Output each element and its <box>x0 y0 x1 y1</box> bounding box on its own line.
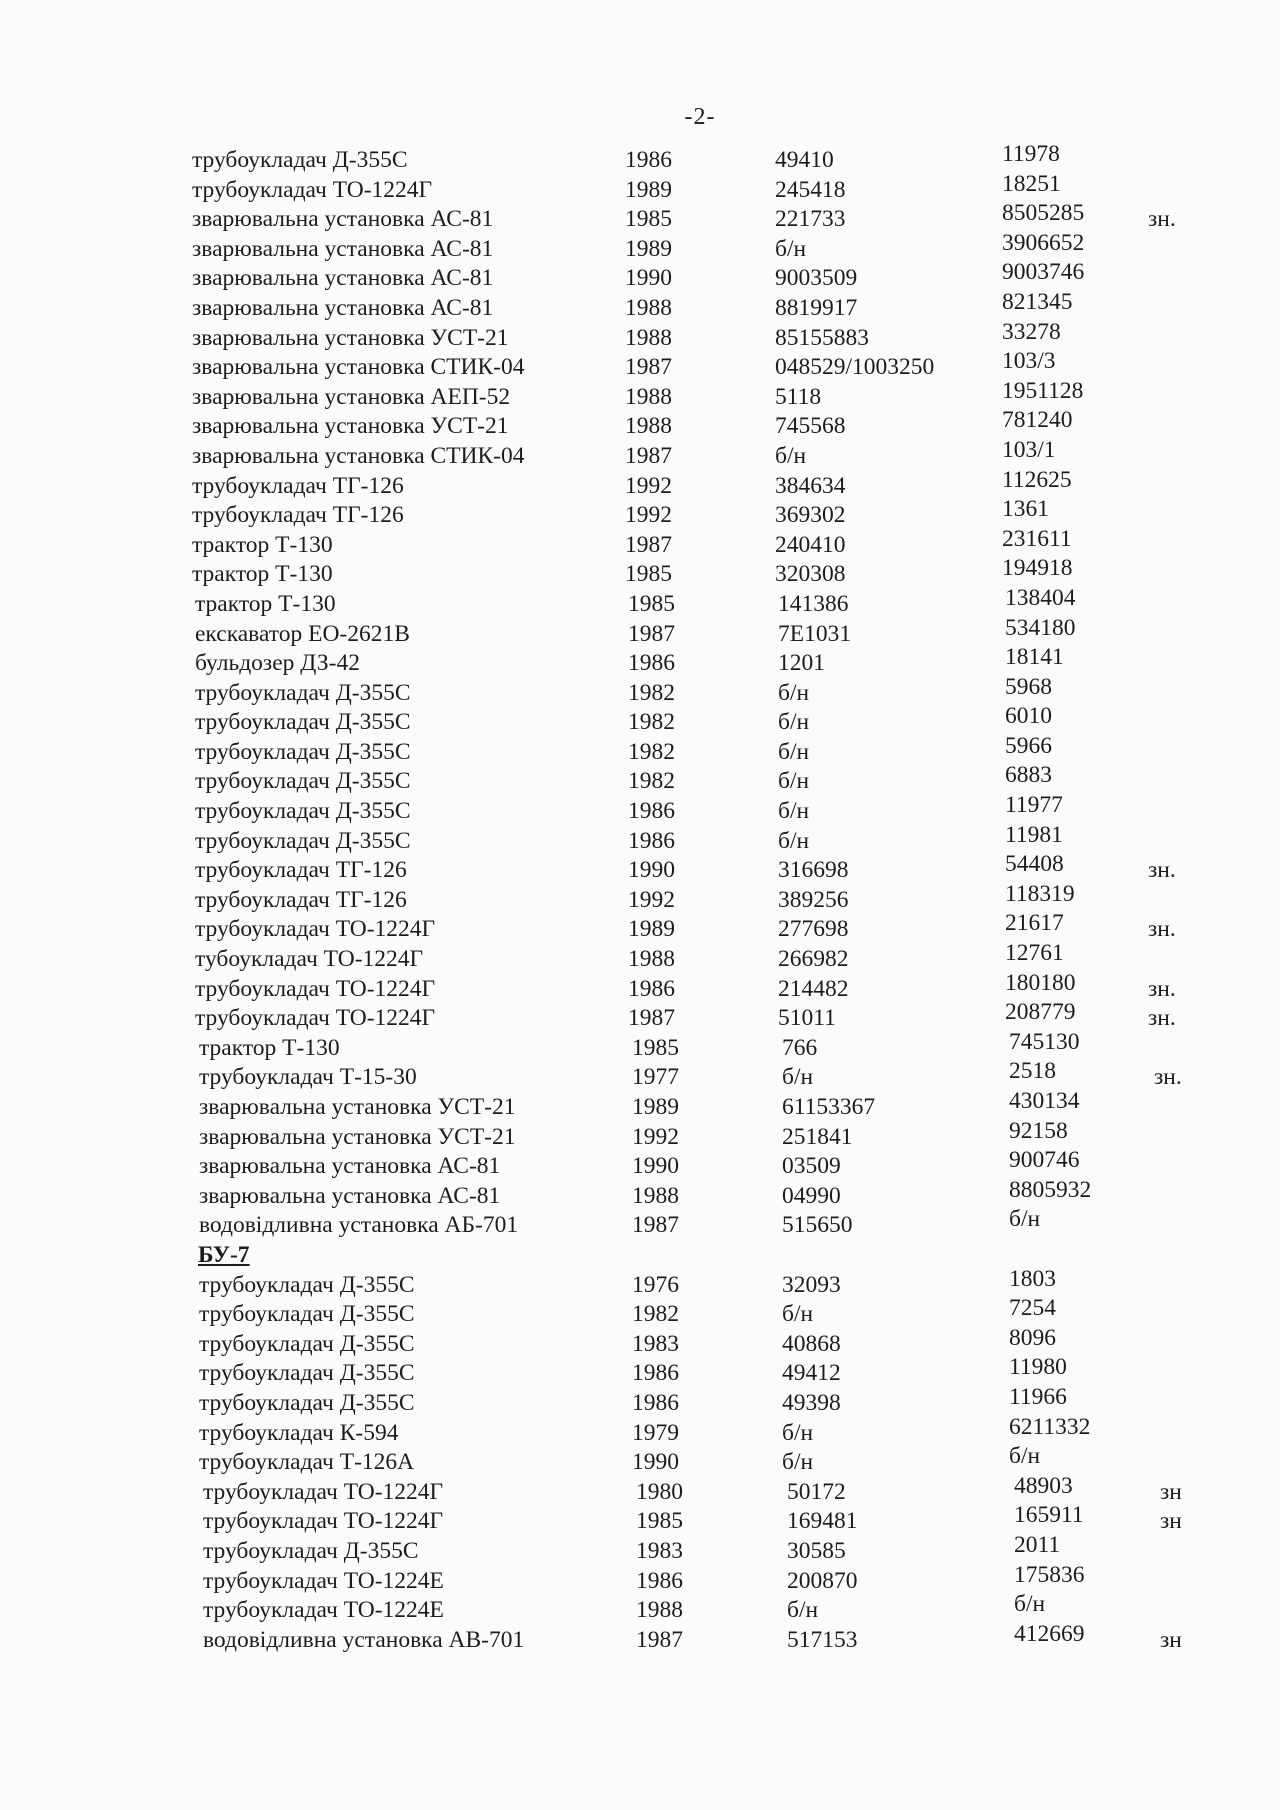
serial-number: б/н <box>778 738 810 765</box>
serial-number: 320308 <box>775 561 846 588</box>
manufacture-year: 1986 <box>628 650 675 677</box>
equipment-row <box>0 170 1280 206</box>
equipment-name: трубоукладач ТГ-126 <box>192 502 404 529</box>
equipment-row <box>0 377 1280 413</box>
inventory-number: 6010 <box>1005 703 1052 730</box>
serial-number: 9003509 <box>775 265 858 292</box>
serial-number: б/н <box>775 442 807 469</box>
manufacture-year: 1990 <box>625 265 672 292</box>
serial-number: 40868 <box>782 1330 841 1357</box>
equipment-name: трубоукладач Д-355С <box>195 768 411 795</box>
manufacture-year: 1982 <box>628 768 675 795</box>
equipment-name: зварювальна установка УСТ-21 <box>192 324 509 351</box>
serial-number: 85155883 <box>775 324 869 351</box>
equipment-row <box>0 1324 1280 1360</box>
manufacture-year: 1986 <box>636 1567 683 1594</box>
serial-number: 1201 <box>778 650 825 677</box>
inventory-number: 5966 <box>1005 732 1052 759</box>
serial-number: б/н <box>782 1449 814 1476</box>
equipment-row <box>0 1265 1280 1301</box>
serial-number: 048529/1003250 <box>775 354 935 381</box>
serial-number: 384634 <box>775 472 846 499</box>
inventory-number: б/н <box>1009 1206 1041 1233</box>
serial-number: 245418 <box>775 176 846 203</box>
inventory-number: 112625 <box>1002 466 1072 493</box>
equipment-name: трактор Т-130 <box>192 561 333 588</box>
equipment-name: трубоукладач ТО-1224Е <box>203 1597 444 1624</box>
manufacture-year: 1987 <box>625 442 672 469</box>
inventory-number: 165911 <box>1014 1502 1084 1529</box>
manufacture-year: 1987 <box>628 620 675 647</box>
inventory-number: 54408 <box>1005 851 1064 878</box>
equipment-row <box>0 1117 1280 1153</box>
serial-number: 49412 <box>782 1360 841 1387</box>
manufacture-year: 1986 <box>632 1360 679 1387</box>
serial-number: 766 <box>782 1034 818 1061</box>
inventory-number: 6211332 <box>1009 1413 1091 1440</box>
equipment-row <box>0 1531 1280 1567</box>
equipment-row <box>0 1354 1280 1389</box>
serial-number: 141386 <box>778 590 849 617</box>
equipment-name: трубоукладач ТО-1224Г <box>195 975 436 1002</box>
inventory-number: 1803 <box>1009 1265 1056 1292</box>
manufacture-year: 1988 <box>625 324 672 351</box>
equipment-name: зварювальна установка АС-81 <box>199 1182 501 1209</box>
inventory-number: 11977 <box>1005 792 1063 819</box>
inventory-number: 6883 <box>1005 762 1052 789</box>
inventory-number: 3906652 <box>1002 229 1085 256</box>
inventory-number: 118319 <box>1005 880 1075 907</box>
inventory-number: 103/3 <box>1002 348 1056 375</box>
serial-number: б/н <box>778 768 810 795</box>
equipment-name: трубоукладач Д-355С <box>199 1389 415 1416</box>
serial-number: 49398 <box>782 1389 841 1416</box>
row-note: зн. <box>1148 857 1176 884</box>
inventory-number: 138404 <box>1005 584 1076 611</box>
inventory-number: 5968 <box>1005 673 1052 700</box>
serial-number: 50172 <box>787 1478 846 1505</box>
manufacture-year: 1979 <box>632 1419 679 1446</box>
row-note: зн <box>1160 1626 1182 1653</box>
equipment-name: зварювальна установка АС-81 <box>192 206 494 233</box>
inventory-number: 8505285 <box>1002 200 1085 227</box>
row-note: зн <box>1160 1508 1182 1535</box>
equipment-row <box>0 940 1280 975</box>
equipment-row <box>0 584 1280 620</box>
serial-number: 316698 <box>778 857 849 884</box>
equipment-row <box>0 703 1280 738</box>
equipment-row <box>0 1176 1280 1212</box>
equipment-name: трубоукладач ТО-1224Г <box>195 916 436 943</box>
serial-number: 51011 <box>778 1005 836 1032</box>
inventory-number: 92158 <box>1009 1117 1068 1144</box>
equipment-name: трубоукладач ТГ-126 <box>195 857 407 884</box>
manufacture-year: 1992 <box>625 502 672 529</box>
inventory-number: б/н <box>1009 1443 1041 1470</box>
equipment-name: водовідливна установка АБ-701 <box>199 1212 519 1239</box>
inventory-number: 412669 <box>1014 1620 1085 1647</box>
inventory-number: 900746 <box>1009 1147 1080 1174</box>
manufacture-year: 1988 <box>625 383 672 410</box>
equipment-row <box>0 1028 1280 1064</box>
equipment-name: трубоукладач Д-355С <box>199 1271 415 1298</box>
equipment-name: трактор Т-130 <box>192 531 333 558</box>
manufacture-year: 1992 <box>632 1123 679 1150</box>
equipment-name: зварювальна установка АС-81 <box>192 294 494 321</box>
inventory-number: 208779 <box>1005 999 1076 1026</box>
inventory-number: 48903 <box>1014 1472 1073 1499</box>
inventory-number: 175836 <box>1014 1561 1085 1588</box>
inventory-number: 12761 <box>1005 940 1064 967</box>
equipment-row <box>0 821 1280 857</box>
equipment-name: бульдозер ДЗ-42 <box>195 650 360 677</box>
equipment-row <box>0 229 1280 265</box>
serial-number: 04990 <box>782 1182 841 1209</box>
equipment-name: трубоукладач ТГ-126 <box>195 886 407 913</box>
manufacture-year: 1977 <box>632 1064 679 1091</box>
equipment-name: трактор Т-130 <box>199 1034 340 1061</box>
manufacture-year: 1992 <box>628 886 675 913</box>
inventory-number: 9003746 <box>1002 259 1085 286</box>
row-note: зн. <box>1148 206 1176 233</box>
inventory-number: 231611 <box>1002 525 1072 552</box>
serial-number: б/н <box>782 1301 814 1328</box>
serial-number: 03509 <box>782 1153 841 1180</box>
serial-number: б/н <box>778 827 810 854</box>
equipment-name: трубоукладач Д-355С <box>195 798 411 825</box>
manufacture-year: 1976 <box>632 1271 679 1298</box>
equipment-row <box>0 141 1280 176</box>
manufacture-year: 1987 <box>632 1212 679 1239</box>
equipment-name: зварювальна установка АС-81 <box>192 235 494 262</box>
equipment-row <box>0 732 1280 768</box>
serial-number: 389256 <box>778 886 849 913</box>
inventory-number: 18141 <box>1005 644 1064 671</box>
serial-number: б/н <box>782 1419 814 1446</box>
equipment-name: трубоукладач Д-355С <box>195 709 411 736</box>
manufacture-year: 1986 <box>628 798 675 825</box>
manufacture-year: 1988 <box>628 946 675 973</box>
manufacture-year: 1986 <box>632 1389 679 1416</box>
manufacture-year: 1987 <box>628 1005 675 1032</box>
equipment-name: трубоукладач Д-355С <box>195 679 411 706</box>
equipment-list <box>0 141 1280 1655</box>
equipment-row <box>0 259 1280 294</box>
serial-number: б/н <box>778 679 810 706</box>
row-note: зн. <box>1148 1005 1176 1032</box>
row-note: зн. <box>1148 975 1176 1002</box>
equipment-row <box>0 762 1280 797</box>
equipment-row <box>0 999 1280 1034</box>
manufacture-year: 1988 <box>632 1182 679 1209</box>
serial-number: б/н <box>778 709 810 736</box>
manufacture-year: 1987 <box>636 1626 683 1653</box>
equipment-name: трубоукладач Т-126А <box>199 1449 415 1476</box>
inventory-number: 180180 <box>1005 969 1076 996</box>
inventory-number: 781240 <box>1002 407 1073 434</box>
equipment-name: трубоукладач Д-355С <box>199 1301 415 1328</box>
equipment-name: зварювальна установка СТИК-04 <box>192 442 525 469</box>
inventory-number: 2011 <box>1014 1531 1061 1558</box>
equipment-name: трубоукладач Д-355С <box>195 738 411 765</box>
section-heading-row <box>0 1241 1280 1271</box>
inventory-number: 8096 <box>1009 1324 1056 1351</box>
serial-number: 745568 <box>775 413 846 440</box>
page-number: -2- <box>684 104 716 130</box>
equipment-row <box>0 644 1280 679</box>
serial-number: 7Е1031 <box>778 620 852 647</box>
equipment-row <box>0 1413 1280 1449</box>
inventory-number: 745130 <box>1009 1028 1080 1055</box>
serial-number: б/н <box>778 798 810 825</box>
equipment-row <box>0 673 1280 709</box>
serial-number: 61153367 <box>782 1094 876 1120</box>
manufacture-year: 1992 <box>625 472 672 499</box>
serial-number: 221733 <box>775 206 846 233</box>
row-note: зн. <box>1148 916 1176 943</box>
equipment-name: зварювальна установка УСТ-21 <box>192 413 509 440</box>
equipment-row <box>0 614 1280 650</box>
serial-number: 200870 <box>787 1567 858 1594</box>
serial-number: б/н <box>787 1597 819 1624</box>
inventory-number: 2518 <box>1009 1058 1056 1085</box>
equipment-name: трубоукладач Д-355С <box>203 1537 419 1564</box>
serial-number: 32093 <box>782 1271 841 1298</box>
inventory-number: 194918 <box>1002 555 1073 582</box>
equipment-name: трубоукладач ТО-1224Г <box>203 1508 444 1535</box>
inventory-number: б/н <box>1014 1591 1046 1618</box>
inventory-number: 103/1 <box>1002 436 1056 463</box>
inventory-number: 821345 <box>1002 288 1073 315</box>
equipment-name: трубоукладач Д-355С <box>199 1360 415 1387</box>
equipment-row <box>0 880 1280 916</box>
equipment-name: зварювальна установка УСТ-21 <box>199 1123 516 1150</box>
manufacture-year: 1988 <box>625 294 672 321</box>
manufacture-year: 1987 <box>625 531 672 558</box>
manufacture-year: 1982 <box>628 679 675 706</box>
equipment-row <box>0 792 1280 827</box>
equipment-row <box>0 436 1280 472</box>
manufacture-year: 1988 <box>636 1597 683 1624</box>
manufacture-year: 1985 <box>628 590 675 617</box>
equipment-row <box>0 1206 1280 1241</box>
equipment-name: трактор Т-130 <box>195 590 336 617</box>
equipment-name: зварювальна установка АЕП-52 <box>192 383 511 410</box>
serial-number: 30585 <box>787 1537 846 1564</box>
manufacture-year: 1985 <box>636 1508 683 1535</box>
equipment-name: екскаватор ЕО-2621В <box>195 620 410 647</box>
equipment-row <box>0 1443 1280 1478</box>
equipment-name: трубоукладач ТО-1224Г <box>192 176 433 203</box>
equipment-row <box>0 1591 1280 1626</box>
equipment-row <box>0 348 1280 383</box>
manufacture-year: 1989 <box>632 1094 679 1120</box>
equipment-row <box>0 525 1280 561</box>
equipment-row <box>0 407 1280 442</box>
equipment-name: трубоукладач К-594 <box>199 1419 399 1446</box>
row-note: зн <box>1160 1478 1182 1505</box>
equipment-row <box>0 1088 1280 1123</box>
inventory-number: 11978 <box>1002 141 1060 167</box>
manufacture-year: 1989 <box>625 235 672 262</box>
manufacture-year: 1990 <box>628 857 675 884</box>
serial-number: 517153 <box>787 1626 858 1653</box>
equipment-row <box>0 555 1280 590</box>
equipment-name: зварювальна установка СТИК-04 <box>192 354 525 381</box>
serial-number: 5118 <box>775 383 822 410</box>
inventory-number: 33278 <box>1002 318 1061 345</box>
equipment-name: трубоукладач Д-355С <box>199 1330 415 1357</box>
equipment-row <box>0 969 1280 1005</box>
equipment-row <box>0 910 1280 945</box>
equipment-name: трубоукладач Д-355С <box>192 147 408 173</box>
equipment-name: зварювальна установка УСТ-21 <box>199 1094 516 1120</box>
manufacture-year: 1989 <box>625 176 672 203</box>
row-note: зн. <box>1154 1064 1182 1091</box>
manufacture-year: 1982 <box>632 1301 679 1328</box>
manufacture-year: 1983 <box>636 1537 683 1564</box>
manufacture-year: 1986 <box>628 827 675 854</box>
serial-number: 251841 <box>782 1123 853 1150</box>
inventory-number: 7254 <box>1009 1295 1056 1322</box>
equipment-row <box>0 1502 1280 1537</box>
manufacture-year: 1987 <box>625 354 672 381</box>
manufacture-year: 1980 <box>636 1478 683 1505</box>
manufacture-year: 1985 <box>625 206 672 233</box>
serial-number: 214482 <box>778 975 849 1002</box>
manufacture-year: 1983 <box>632 1330 679 1357</box>
manufacture-year: 1988 <box>625 413 672 440</box>
manufacture-year: 1982 <box>628 738 675 765</box>
inventory-number: 1951128 <box>1002 377 1084 404</box>
inventory-number: 1361 <box>1002 496 1049 523</box>
inventory-number: 430134 <box>1009 1088 1080 1114</box>
serial-number: 240410 <box>775 531 846 558</box>
equipment-name: водовідливна установка АВ-701 <box>203 1626 525 1653</box>
serial-number: 266982 <box>778 946 849 973</box>
inventory-number: 8805932 <box>1009 1176 1092 1203</box>
equipment-name: зварювальна установка АС-81 <box>192 265 494 292</box>
manufacture-year: 1986 <box>628 975 675 1002</box>
serial-number: 8819917 <box>775 294 858 321</box>
inventory-number: 11980 <box>1009 1354 1067 1381</box>
manufacture-year: 1989 <box>628 916 675 943</box>
equipment-row <box>0 496 1280 531</box>
serial-number: 169481 <box>787 1508 858 1535</box>
manufacture-year: 1986 <box>625 147 672 173</box>
equipment-row <box>0 1472 1280 1508</box>
equipment-row <box>0 288 1280 324</box>
equipment-name: трубоукладач Д-355С <box>195 827 411 854</box>
equipment-name: тубоукладач ТО-1224Г <box>195 946 424 973</box>
inventory-number: 11966 <box>1009 1383 1067 1410</box>
equipment-name: трубоукладач ТО-1224Е <box>203 1567 444 1594</box>
inventory-number: 534180 <box>1005 614 1076 641</box>
serial-number: б/н <box>782 1064 814 1091</box>
equipment-name: трубоукладач Т-15-30 <box>199 1064 417 1091</box>
equipment-row <box>0 1561 1280 1597</box>
equipment-name: трубоукладач ТО-1224Г <box>195 1005 436 1032</box>
serial-number: 49410 <box>775 147 834 173</box>
serial-number: 369302 <box>775 502 846 529</box>
serial-number: б/н <box>775 235 807 262</box>
serial-number: 277698 <box>778 916 849 943</box>
equipment-row <box>0 1295 1280 1330</box>
manufacture-year: 1990 <box>632 1153 679 1180</box>
manufacture-year: 1990 <box>632 1449 679 1476</box>
equipment-row <box>0 466 1280 502</box>
manufacture-year: 1985 <box>625 561 672 588</box>
inventory-number: 18251 <box>1002 170 1061 197</box>
equipment-row <box>0 1620 1280 1656</box>
equipment-row <box>0 851 1280 886</box>
equipment-row <box>0 318 1280 354</box>
manufacture-year: 1985 <box>632 1034 679 1061</box>
serial-number: 515650 <box>782 1212 853 1239</box>
equipment-name: трубоукладач ТГ-126 <box>192 472 404 499</box>
section-heading: БУ-7 <box>198 1241 250 1268</box>
equipment-name: трубоукладач ТО-1224Г <box>203 1478 444 1505</box>
inventory-number: 11981 <box>1005 821 1063 848</box>
equipment-row <box>0 1058 1280 1093</box>
equipment-row <box>0 200 1280 235</box>
inventory-number: 21617 <box>1005 910 1064 937</box>
manufacture-year: 1982 <box>628 709 675 736</box>
equipment-name: зварювальна установка АС-81 <box>199 1153 501 1180</box>
